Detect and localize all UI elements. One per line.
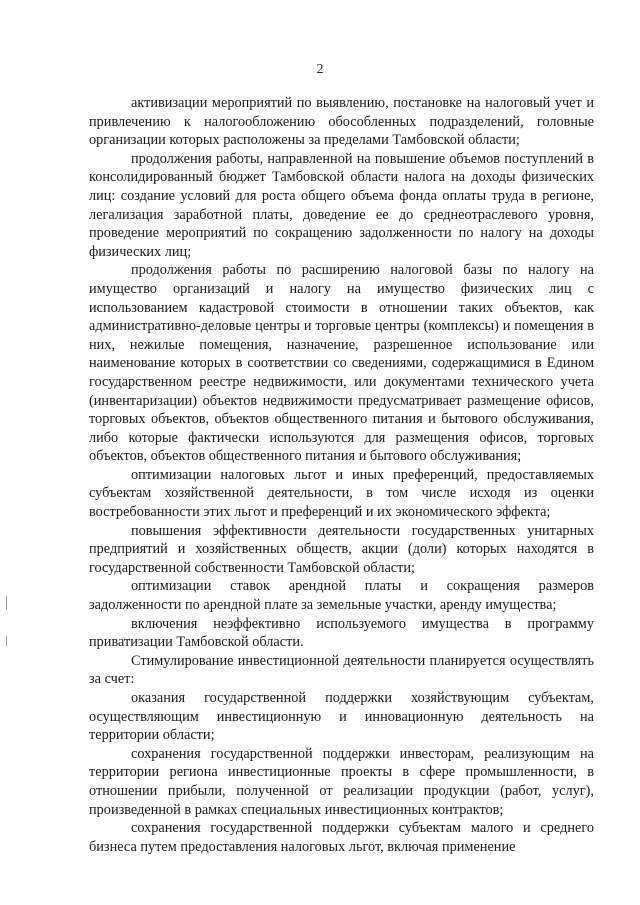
paragraph: продолжения работы по расширению налоговой базы по налогу на имущество организаций и налогу на имущество физических лиц с использованием кадастровой стоимости в отношении таких объектов, как административно-деловые центры и торговые центры (комплексы) и помещения в них, нежилые помещения, назначение, разрешенное использование или наименование которых в соответствии со сведениями, содержащимися в Едином государственном реестре недвижимости, или документами технического учета (инвентаризации) объектов недвижимости предусматривает размещение офисов, торговых объектов, объектов общественного питания и бытового обслуживания, либо которые фактически используются для размещения офисов, торговых объектов, объектов общественного питания и бытового обслуживания; bbox=[89, 262, 594, 465]
scan-margin-mark bbox=[6, 636, 7, 646]
paragraph: повышения эффективности деятельности государственных унитарных предприятий и хозяйственных обществ, акции (доли) которых находятся в государственной собственности Тамбовской области; bbox=[89, 522, 594, 576]
scan-margin-mark bbox=[6, 596, 7, 610]
page-number: 2 bbox=[316, 62, 324, 77]
paragraph: сохранения государственной поддержки инвесторам, реализующим на территории региона инвестиционные проекты в сфере промышленности, в отношении прибыли, полученной от реализации продукции (работ, услуг), произведенной в рамках специальных инвестиционных контрактов; bbox=[89, 745, 594, 818]
paragraph: включения неэффективно используемого имущества в программу приватизации Тамбовской области. bbox=[89, 615, 594, 651]
document-body bbox=[89, 94, 594, 856]
paragraph: оптимизации ставок арендной платы и сокращения размеров задолженности по арендной плате за земельные участки, аренду имущества; bbox=[89, 578, 594, 614]
paragraph: активизации мероприятий по выявлению, постановке на налоговый учет и привлечению к налогообложению обособленных подразделений, головные организации которых расположены за пределами Тамбовской области; bbox=[89, 95, 594, 149]
paragraph: сохранения государственной поддержки субъектам малого и среднего бизнеса путем предоставления налоговых льгот, включая применение bbox=[89, 820, 594, 855]
paragraph: оказания государственной поддержки хозяйствующим субъектам, осуществляющим инвестиционную и инновационную деятельность на территории области; bbox=[89, 690, 594, 744]
paragraph: продолжения работы, направленной на повышение объемов поступлений в консолидированный бюджет Тамбовской области налога на доходы физических лиц: создание условий для роста общего объема фонда оплаты труда в регионе, легализация заработной платы, доведение ее до среднеотраслевого уровня, проведение мероприятий по сокращению задолженности по налогу на доходы физических лиц; bbox=[89, 150, 594, 260]
paragraph: оптимизации налоговых льгот и иных преференций, предоставляемых субъектам хозяйственной деятельности, в том числе исходя из оценки востребованности этих льгот и преференций и их экономического эффекта; bbox=[89, 466, 594, 521]
paragraph: Стимулирование инвестиционной деятельности планируется осуществлять за счет: bbox=[89, 652, 594, 688]
